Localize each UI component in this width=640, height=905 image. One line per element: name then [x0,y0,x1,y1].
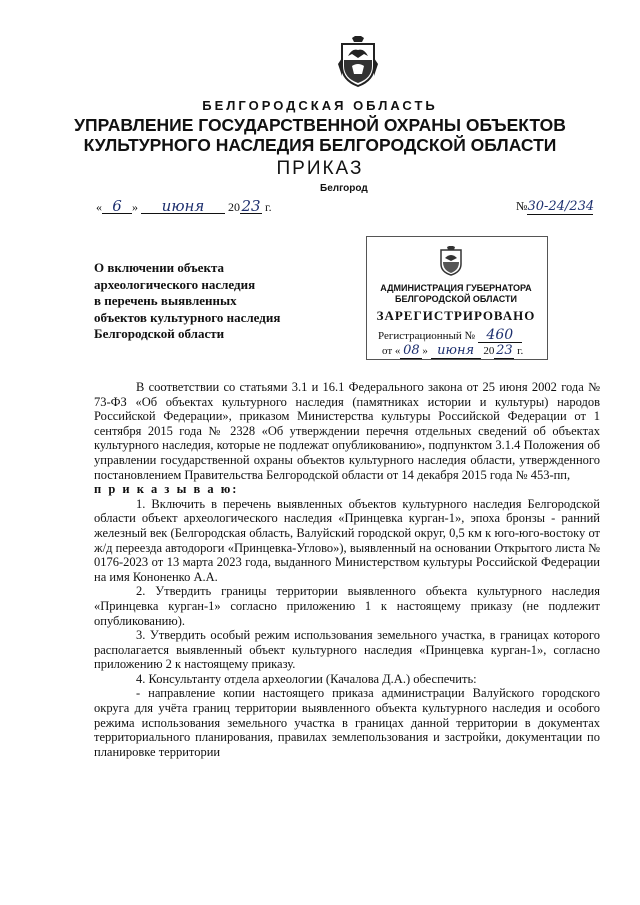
subject-line: О включении объекта [94,260,224,275]
stamp-registration-number [378,328,522,343]
stamp-date-year-suffix: 23 [496,343,513,358]
clause-3: 3. Утвердить особый режим использования земельного участка, в границах которого располагается выявленный объект культурного наследия «Принцевка курган-1», согласно приложению 2 к настоящему приказу. [94,628,600,672]
document-type: ПРИКАЗ [276,158,364,179]
document-date [96,199,272,215]
coat-of-arms-emblem [338,36,378,88]
clause-4-item: - направление копии настоящего приказа администрации Валуйского городского округа для учёта границ территории выявленного объекта культурного наследия и особого режима использования земельного участка в границах данной территории в документах территориального планирования, правилах землепользования и застройки, документации по планировке территории [94,686,600,759]
date-open-quote: « [96,200,102,214]
organization-name-line2: КУЛЬТУРНОГО НАСЛЕДИЯ БЕЛГОРОДСКОЙ ОБЛАСТИ [83,135,557,155]
stamp-administration [366,283,546,305]
subject-line: объектов культурного наследия [94,309,281,325]
date-year-prefix: 20 [228,200,240,214]
date-month: июня [141,199,225,214]
subject-line: в перечень выявленных [94,293,237,308]
organization-name [0,115,640,155]
clause-2: 2. Утвердить границы территории выявленного объекта культурного наследия «Принцевка курган-1» согласно приложению 1 к настоящему приказу (не подлежит опубликованию). [94,584,600,628]
stamp-date-year-unit: г. [517,345,524,357]
stamp-registration-date [382,344,523,359]
stamp-admin-line1: АДМИНИСТРАЦИЯ ГУБЕРНАТОРА [380,283,532,293]
subject-line: археологического наследия [94,276,256,292]
clause-1: 1. Включить в перечень выявленных объектов культурного наследия Белгородской области объект археологического наследия «Принцевка курган-1», эпоха бронзы - ранний железный век (Белгородская область, Валуйский городской округ, 0,5 км к юго-юго-востоку от ж/д переезда автодороги «Принцевка-Углово»), выявленный на основании Открытого листа № 0176-2023 от 13 марта 2023 года, выданного Министерством культуры Российской Федерации на имя Кононенко А.А. [94,496,600,584]
stamp-registered-label: ЗАРЕГИСТРИРОВАНО [376,308,536,323]
order-word: п р и к а з ы в а ю: [94,482,239,497]
stamp-reg-value: 460 [478,328,522,343]
date-year-suffix: 23 [241,197,261,215]
document-body [94,380,600,759]
date-year-unit: г. [265,200,272,214]
stamp-date-month: июня [431,344,481,359]
stamp-date-year-prefix: 20 [483,345,495,357]
city-name: Белгород [320,183,368,194]
document-subject [94,260,344,343]
date-close-quote: » [132,200,138,214]
clause-4: 4. Консультанту отдела археологии (Качалова Д.А.) обеспечить: [136,671,477,686]
stamp-admin-line2: БЕЛГОРОДСКОЙ ОБЛАСТИ [395,294,517,304]
number-value: 30-24/234 [527,199,595,214]
stamp-reg-label: Регистрационный № [378,330,476,342]
region-name: БЕЛГОРОДСКАЯ ОБЛАСТЬ [202,98,438,113]
stamp-date-close-quote: » [422,345,428,357]
subject-line: Белгородской области [94,326,225,341]
number-sign: № [516,199,528,213]
stamp-date-label: от « [382,345,401,357]
date-day: 6 [102,199,132,214]
stamp-emblem-icon [438,246,464,276]
stamp-date-day: 08 [400,344,422,359]
organization-name-line1: УПРАВЛЕНИЕ ГОСУДАРСТВЕННОЙ ОХРАНЫ ОБЪЕКТОВ [74,115,566,135]
preamble-paragraph: В соответствии со статьями 3.1 и 16.1 Федерального закона от 25 июня 2002 года № 73-ФЗ «Об объектах культурного наследия (памятниках истории и культуры) народов Российской Федерации», приказом Министерства культуры Российской Федерации от 1 сентября 2015 года № 2328 «Об утверждении перечня отдельных сведений об объектах культурного наследия, которые не подлежат опубликованию», подпунктом 3.1.4 Положения об управлении государственной охраны объектов культурного наследия области, утвержденного постановлением Правительства Белгородской области от 14 декабря 2015 года № 453-пп, [94,380,600,482]
document-number [516,199,593,215]
